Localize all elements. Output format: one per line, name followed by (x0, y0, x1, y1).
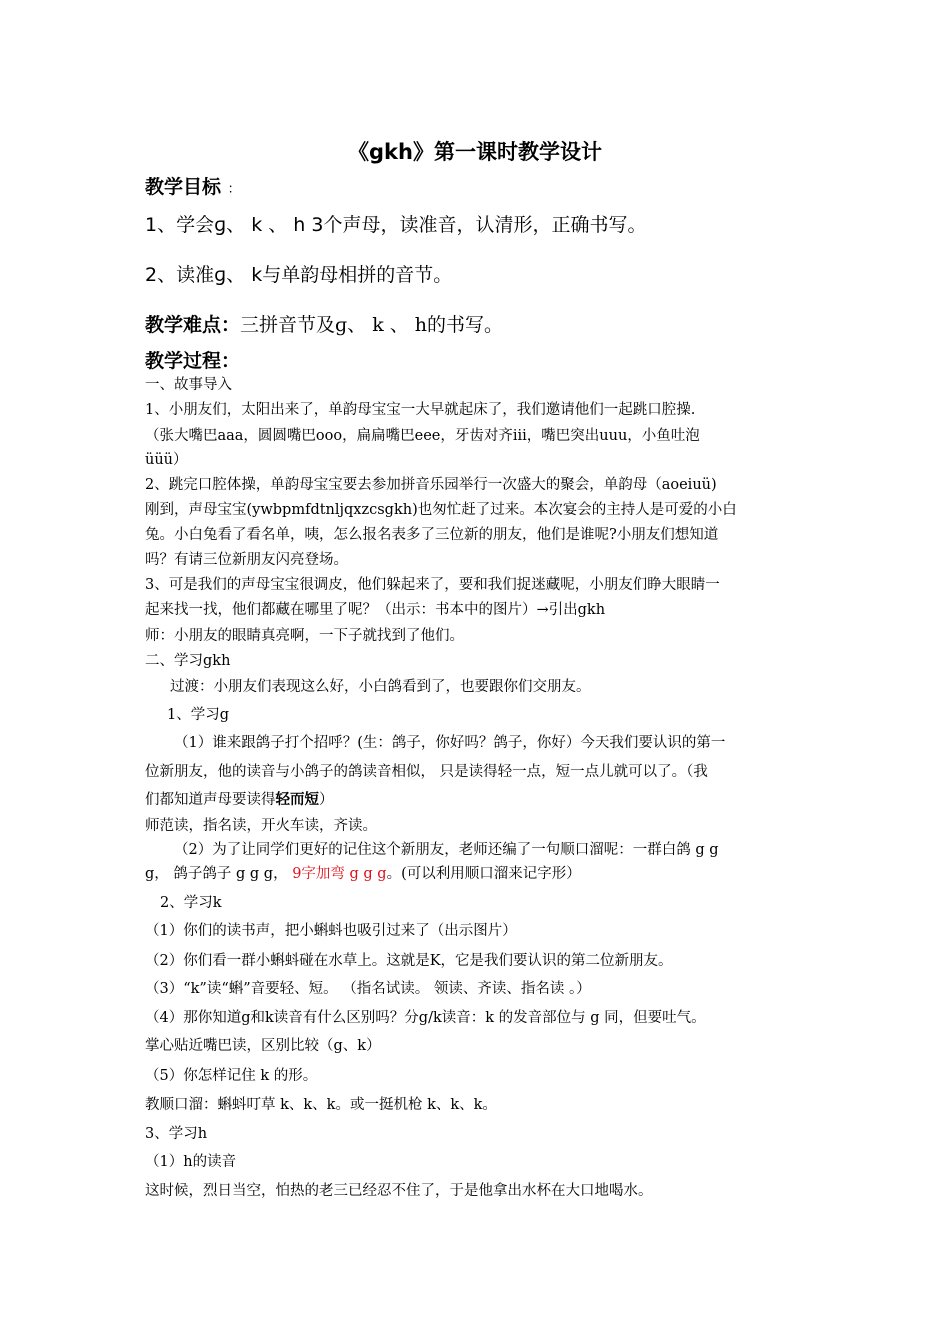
k-item-2: （2）你们看一群小蝌蚪碰在水草上。这就是K，它是我们要认识的第二位新朋友。 (145, 953, 673, 969)
paragraph-1-line-3: üüü） (145, 452, 188, 468)
g-rhyme-note: 。(可以利用顺口溜来记字形） (386, 866, 581, 882)
difficulty-heading: 教学难点： (145, 314, 241, 336)
g-rhyme-text: g， 鸽子鸽子 g g g， (145, 866, 293, 882)
paragraph-2-line-3: 兔。小白兔看了看名单，咦，怎么报名表多了三位新的朋友，他们是谁呢?小朋友们想知道 (145, 527, 719, 543)
goals-heading (145, 174, 241, 203)
goals-heading-text: 教学目标 (145, 176, 222, 198)
g-item-2-line-2 (145, 864, 581, 884)
paragraph-3-line-2: 起来找一找，他们都藏在哪里了呢？（出示：书本中的图片）→引出gkh (145, 602, 606, 618)
k-item-4-line-1: （4）那你知道g和k读音有什么区别吗？分g/k读音：k 的发音部位与 g 同，但要吐气。 (145, 1010, 706, 1026)
emphasis-light-short: 轻而短 (275, 792, 319, 808)
goal-item-1: 1、学会ɡ、 k 、 h 3个声母，读准音，认清形，正确书写。 (145, 214, 647, 236)
h-item-1: （1）h的读音 (145, 1154, 237, 1170)
g-item-1-line-1: （1）谁来跟鸽子打个招呼？(生：鸽子，你好吗？鸽子，你好）今天我们要认识的第一 (174, 735, 726, 751)
process-heading: 教学过程： (145, 350, 241, 372)
g-rhyme-highlight: 9字加弯 g g g (292, 866, 387, 882)
k-item-5: （5）你怎样记住 k 的形。 (145, 1068, 318, 1084)
g-item-1-line-2: 位新朋友，他的读音与小鸽子的鸽读音相似， 只是读得轻一点，短一点儿就可以了。（我 (145, 764, 708, 780)
paragraph-3-line-1: 3、可是我们的声母宝宝很调皮，他们躲起来了，要和我们捉迷藏呢，小朋友们睁大眼睛一 (145, 577, 720, 593)
paragraph-2-line-4: 吗？有请三位新朋友闪亮登场。 (145, 552, 348, 568)
k-item-4-line-2: 掌心贴近嘴巴读，区别比较（g、k） (145, 1038, 381, 1054)
g-item-1-line-3 (145, 790, 334, 810)
subsection-h-heading: 3、学习h (145, 1126, 208, 1142)
g-item-2-line-1: （2）为了让同学们更好的记住这个新朋友，老师还编了一句顺口溜呢：一群白鸽 g g (174, 842, 719, 858)
paragraph-1-line-2: （张大嘴巴aaa，圆圆嘴巴ooo，扁扁嘴巴eee，牙齿对齐iii，嘴巴突出uuu，小鱼吐泡 (145, 428, 700, 444)
section-2-heading: 二、学习gkh (145, 653, 231, 669)
paragraph-2-line-2: 刚到，声母宝宝(ywbpmfdtnljqxzcsgkh)也匆忙赶了过来。本次宴会的主持人是可爱的小白 (145, 502, 737, 518)
subsection-g-heading: 1、学习g (167, 707, 230, 723)
subsection-k-heading: 2、学习k (160, 895, 222, 911)
section-1-heading: 一、故事导入 (145, 377, 232, 393)
g-item-1-text: 们都知道声母要读得 (145, 792, 276, 808)
g-item-1-close: ） (319, 792, 334, 808)
paragraph-2-line-1: 2、跳完口腔体操，单韵母宝宝要去参加拼音乐园举行一次盛大的聚会，单韵母（aoeiuü) (145, 477, 717, 493)
h-story-line: 这时候，烈日当空，怕热的老三已经忍不住了，于是他拿出水杯在大口地喝水。 (145, 1183, 653, 1199)
paragraph-3-line-3: 师：小朋友的眼睛真亮啊，一下子就找到了他们。 (145, 628, 464, 644)
goal-item-2: 2、读准ɡ、 k与单韵母相拼的音节。 (145, 264, 453, 286)
paragraph-1-line-1: 1、小朋友们，太阳出来了，单韵母宝宝一大早就起床了，我们邀请他们一起跳口腔操. (145, 402, 696, 418)
goals-heading-colon: ： (227, 182, 241, 197)
document-title: 《gkh》第一课时教学设计 (348, 140, 602, 164)
k-item-1: （1）你们的读书声，把小蝌蚪也吸引过来了（出示图片） (145, 923, 517, 939)
k-item-3: （3）“k”读“蝌”音要轻、短。 （指名试读。 领读、齐读、指名读 。） (145, 981, 591, 997)
transition-line: 过渡：小朋友们表现这么好，小白鸽看到了，也要跟你们交朋友。 (170, 679, 591, 695)
difficulty-text: 三拼音节及ɡ、 k 、 h的书写。 (240, 314, 504, 336)
k-rhyme-line: 教顺口溜：蝌蚪叮草 k、k、k。或一挺机枪 k、k、k。 (145, 1097, 497, 1113)
g-item-1-line-4: 师范读，指名读，开火车读，齐读。 (145, 818, 377, 834)
difficulty-line (145, 312, 503, 338)
